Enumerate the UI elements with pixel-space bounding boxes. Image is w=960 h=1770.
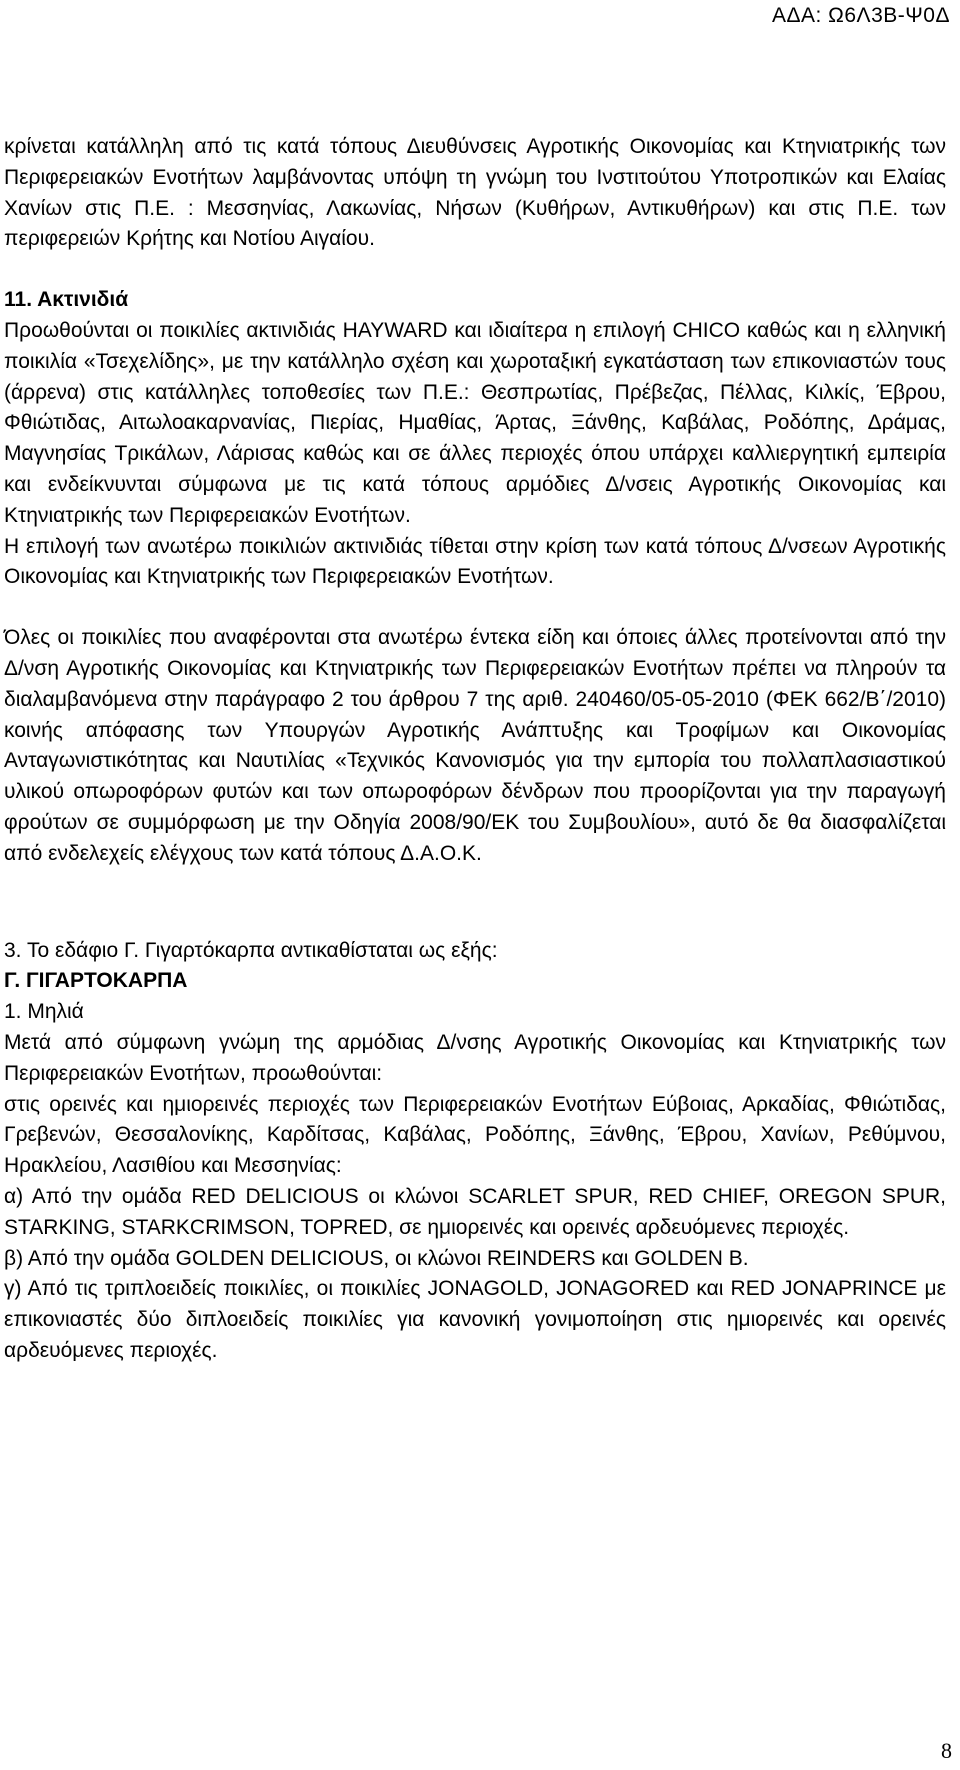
spacer — [4, 870, 946, 936]
apple-paragraph-1: Μετά από σύμφωνη γνώμη της αρμόδιας Δ/νσης Αγροτικής Οικονομίας και Κτηνιατρικής των Περιφερειακών Ενοτήτων, προωθούνται: — [4, 1030, 946, 1085]
apple-paragraph-2: στις ορεινές και ημιορεινές περιοχές των Περιφερειακών Ενοτήτων Εύβοιας, Αρκαδίας, Φθιώτιδας, Γρεβενών, Θεσσαλονίκης, Καρδίτσας, Καβάλας, Ροδόπης, Ξάνθης, Έβρου, Χανίων, Ρεθύμνου, Ηρακλείου, Λασιθίου και Μεσσηνίας: — [4, 1092, 946, 1178]
document-body — [0, 132, 950, 1367]
spacer — [4, 255, 946, 285]
subheading-apple: 1. Μηλιά — [4, 1000, 84, 1024]
apple-item-c: γ) Από τις τριπλοειδείς ποικιλίες, οι ποικιλίες JONAGOLD, JONAGORED και RED JONAPRINCE με επικονιαστές δύο διπλοειδείς ποικιλίες για κανονική γονιμοποίηση στις ημιορεινές και ορεινές αρδευόμενες περιοχές. — [4, 1277, 946, 1362]
section3-intro: 3. Το εδάφιο Γ. Γιγαρτόκαρπα αντικαθίσταται ως εξής: — [4, 938, 498, 962]
kiwi-paragraph-1: Προωθούνται οι ποικιλίες ακτινιδιάς HAYWARD και ιδιαίτερα η επιλογή CHICO καθώς και η ελληνική ποικιλία «Τσεχελίδης», με την κατάλληλο σχέση και χωροταξική εγκατάσταση των επικονιαστών τους (άρρενα) στις κατάλληλες τοποθεσίες των Π.Ε.: Θεσπρωτίας, Πρέβεζας, Πέλλας, Κιλκίς, Έβρου, Φθιώτιδας, Αιτωλοακαρνανίας, Πιερίας, Ημαθίας, Άρτας, Ξάνθης, Καβάλας, Ροδόπης, Δράμας, Μαγνησίας Τρικάλων, Λάρισας καθώς και σε άλλες περιοχές όπου υπάρχει καλλιεργητική εμπειρία και ενδείκνυνται σύμφωνα με τις κατά τόπους αρμόδιες Δ/νσεις Αγροτικής Οικονομίας και Κτηνιατρικής των Περιφερειακών Ενοτήτων. — [4, 318, 946, 527]
page-number: 8 — [941, 1738, 952, 1763]
general-paragraph: Όλες οι ποικιλίες που αναφέρονται στα ανωτέρω έντεκα είδη και όποιες άλλες προτείνονται από την Δ/νση Αγροτικής Οικονομίας και Κτηνιατρικής των Περιφερειακών Ενοτήτων πρέπει να πληρούν τα διαλαμβανόμενα στην παράγραφο 2 του άρθρου 7 της αριθ. 240460/05-05-2010 (ΦΕΚ 662/Β΄/2010) κοινής απόφασης των Υπουργών Αγροτικής Ανάπτυξης και Τροφίμων και Οικονομίας Ανταγωνιστικότητας και Ναυτιλίας «Τεχνικός Κανονισμός για την εμπορία του πολλαπλασιαστικού υλικού οπωροφόρων φυτών και των οπωροφόρων δένδρων που προορίζονται για την παραγωγή φρούτων σε συμμόρφωση με την Οδηγία 2008/90/ΕΚ του Συμβουλίου», αυτό δε θα διασφαλίζεται από ενδελεχείς ελέγχους των κατά τόπους Δ.Α.Ο.Κ. — [4, 626, 946, 865]
section-heading-pome-fruits: Γ. ΓΙΓΑΡΤΟΚΑΡΠΑ — [4, 969, 188, 993]
kiwi-paragraph-2: Η επιλογή των ανωτέρω ποικιλιών ακτινιδιάς τίθεται στην κρίση των κατά τόπους Δ/νσεων Αγροτικής Οικονομίας και Κτηνιατρικής των Περιφερειακών Ενοτήτων. — [4, 534, 946, 589]
ada-identifier: ΑΔΑ: Ω6Λ3Β-Ψ0Δ — [771, 4, 950, 27]
apple-item-a: α) Από την ομάδα RED DELICIOUS οι κλώνοι SCARLET SPUR, RED CHIEF, OREGON SPUR, STARKING, STARKCRIMSON, TOPRED, σε ημιορεινές και ορεινές αρδευόμενες περιοχές. — [4, 1184, 946, 1239]
apple-item-b: β) Από την ομάδα GOLDEN DELICIOUS, οι κλώνοι REINDERS και GOLDEN B. — [4, 1246, 749, 1270]
spacer — [4, 593, 946, 623]
intro-paragraph: κρίνεται κατάλληλη από τις κατά τόπους Διευθύνσεις Αγροτικής Οικονομίας και Κτηνιατρικής των Περιφερειακών Ενοτήτων λαμβάνοντας υπόψη τη γνώμη του Ινστιτούτου Υποτροπικών και Ελαίας Χανίων στις Π.Ε. : Μεσσηνίας, Λακωνίας, Νήσων (Κυθήρων, Αντικυθήρων) και στις Π.Ε. των περιφερειών Κρήτης και Νοτίου Αιγαίου. — [4, 135, 946, 251]
section-heading-kiwi: 11. Ακτινιδιά — [4, 288, 129, 312]
